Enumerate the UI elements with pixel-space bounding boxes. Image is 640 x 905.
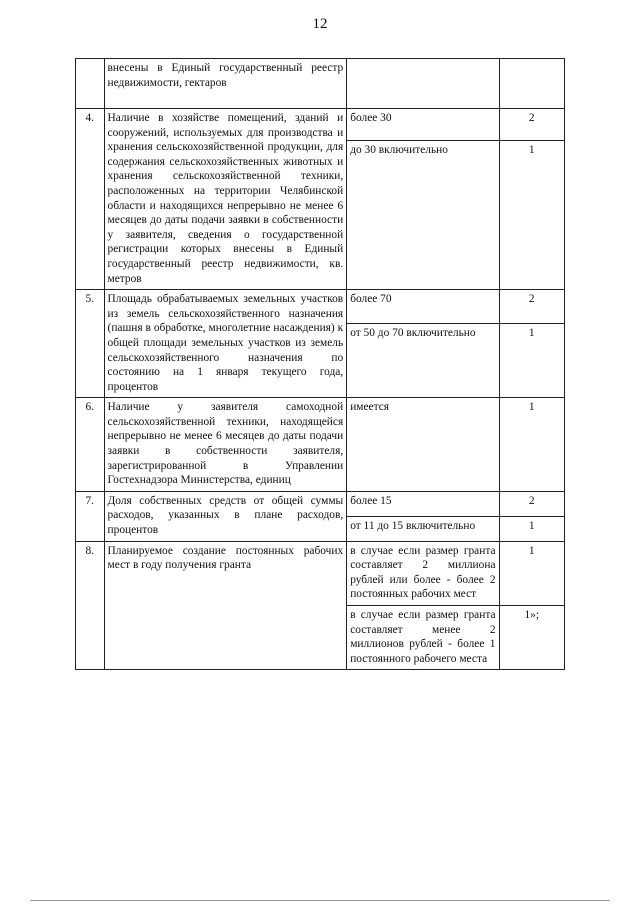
condition-cell: более 70 — [347, 290, 499, 324]
criterion-name-cell: Наличие у заявителя самоходной сельскохозяйственной техники, находящейся непрерывно не менее 6 месяцев до даты подачи заявки в собственности заявителя, зарегистрированной в Управлении Гостехнадзора Министерства, единиц — [104, 398, 347, 492]
score-cell: 1»; — [499, 606, 564, 670]
condition-cell: имеется — [347, 398, 499, 492]
criterion-name-cell: Доля собственных средств от общей суммы расходов, указанных в плане расходов, процентов — [104, 491, 347, 541]
condition-cell: до 30 включительно — [347, 141, 499, 290]
score-cell: 2 — [499, 290, 564, 324]
page-number: 12 — [312, 16, 328, 32]
score-cell: 2 — [499, 109, 564, 141]
table-row — [76, 398, 565, 492]
criterion-name-cell: Наличие в хозяйстве помещений, зданий и сооружений, используемых для производства и хранения сельскохозяйственной продукции, для содержания сельскохозяйственных животных и хранения сельскохозяйственной техники, расположенных на территории Челябинской области и находящихся непрерывно не менее 6 месяцев до даты подачи заявки в собственности у заявителя, сведения о государственной регистрации которых внесены в Единый государственный реестр недвижимости, кв. метров — [104, 109, 347, 290]
condition-cell: от 50 до 70 включительно — [347, 324, 499, 398]
condition-cell: в случае если размер гранта составляет 2 миллиона рублей или более - более 2 постоянных рабочих мест — [347, 541, 499, 605]
score-cell: 1 — [499, 516, 564, 541]
criterion-name-cell: внесены в Единый государственный реестр недвижимости, гектаров — [104, 59, 347, 109]
row-number-cell: 8. — [76, 541, 105, 670]
table-row — [76, 541, 565, 605]
page-bottom-divider — [30, 900, 610, 901]
score-cell — [499, 59, 564, 109]
table-row — [76, 290, 565, 324]
table-row — [76, 491, 565, 516]
table-row — [76, 109, 565, 141]
row-number-cell: 4. — [76, 109, 105, 290]
table-row — [76, 59, 565, 109]
row-number-cell: 5. — [76, 290, 105, 398]
score-cell: 1 — [499, 541, 564, 605]
row-number-cell — [76, 59, 105, 109]
score-cell: 1 — [499, 324, 564, 398]
condition-cell — [347, 59, 499, 109]
condition-cell: более 30 — [347, 109, 499, 141]
row-number-cell: 7. — [76, 491, 105, 541]
condition-cell: более 15 — [347, 491, 499, 516]
criterion-name-cell: Планируемое создание постоянных рабочих мест в году получения гранта — [104, 541, 347, 670]
criteria-table — [75, 58, 565, 670]
condition-cell: от 11 до 15 включительно — [347, 516, 499, 541]
score-cell: 2 — [499, 491, 564, 516]
score-cell: 1 — [499, 398, 564, 492]
row-number-cell: 6. — [76, 398, 105, 492]
condition-cell: в случае если размер гранта составляет менее 2 миллионов рублей - более 1 постоянного рабочего места — [347, 606, 499, 670]
criterion-name-cell: Площадь обрабатываемых земельных участков из земель сельскохозяйственного назначения (пашня в обработке, многолетние насаждения) к общей площади земельных участков из земель сельскохозяйственного назначения по состоянию на 1 января текущего года, процентов — [104, 290, 347, 398]
score-cell: 1 — [499, 141, 564, 290]
